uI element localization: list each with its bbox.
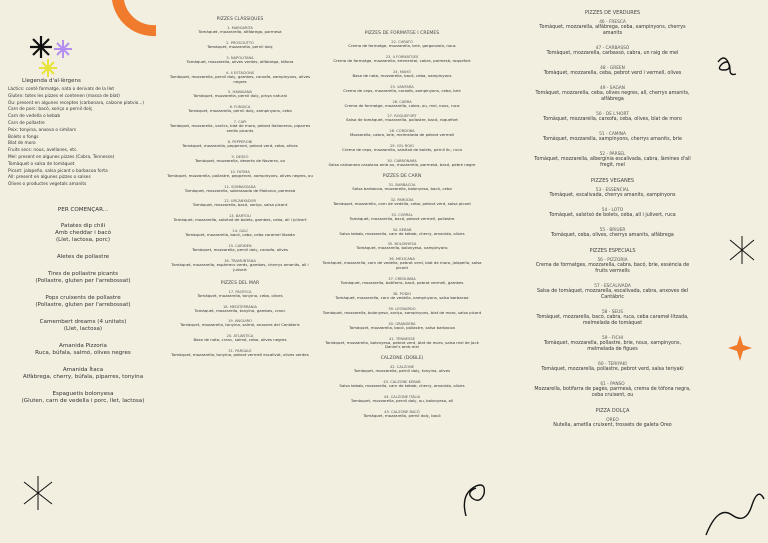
- pizza-description: Tomàquet, mozzarella, olives verdes, alfàbrega, tòfona: [186, 58, 294, 64]
- pizza-name: 14. GALÍ: [232, 229, 248, 234]
- pizza-item: [165, 349, 315, 358]
- pizza-item: [165, 214, 315, 223]
- pizza-item: [530, 86, 695, 103]
- pizza-item: [530, 382, 695, 399]
- starters-title: PER COMENÇAR...: [57, 206, 109, 213]
- wave-decoration: [706, 494, 764, 535]
- pizza-description: Salsa carbonara casolana amb ou, mozzarella, parmesà, bacó, pebre negre: [328, 162, 476, 167]
- legend-item: Olives o productes vegetals amanits: [8, 182, 87, 188]
- pizza-item: [530, 336, 695, 353]
- pizza-description: Tomàquet, mozzarella, botifarra, bacó, pebrot vermell, gambes: [340, 280, 464, 285]
- squiggle-decoration: [718, 58, 736, 75]
- starter-item: Amanida Pizzoria Ruca, búfala, salmó, olives negres: [35, 342, 131, 356]
- pizza-description: Tomàquet, mozzarella, pernil dolç, pinya natural: [193, 93, 287, 99]
- pizza-name: 32. PARODIA: [390, 197, 414, 202]
- pizza-name: 12. URCANYADOR: [224, 199, 256, 204]
- thin-star-decoration-bottom: [24, 476, 52, 510]
- pizza-description: Tomàquet, mozzarella, pollastre, brie, nous, xampinyons, melmelada de figues: [543, 340, 682, 352]
- pizza-item: [322, 365, 482, 374]
- pizza-description: Tomàquet, mozzarella, ceba, olives negres, all, cherrys amanits, alfàbrega: [535, 90, 690, 102]
- pizza-item: [165, 229, 315, 238]
- pizza-item: [530, 310, 695, 327]
- pizza-description: Tomàquet, mozzarella, pernil dolç, carxofa, olives: [191, 247, 289, 252]
- cheese-meat-column: [322, 0, 482, 425]
- starter-item: Amanida Ítaca Alfàbrega, cherry, búfala, piparres, tonyina: [22, 366, 144, 380]
- pizza-description: Salsa de tomàquet, mozzarella, escalivada, cabra, anxoves del Cantàbric: [536, 288, 689, 300]
- pizza-name: 10. FATIMA: [230, 169, 250, 174]
- pizza-name: 11. SOBRASSADA: [224, 184, 256, 189]
- pizza-list-calzone: [322, 365, 482, 419]
- pizza-item: [165, 41, 315, 50]
- pizza-name: 46 - FRESCA: [599, 20, 626, 25]
- orange-sparkle-icon: [728, 335, 752, 361]
- pizza-item: [322, 55, 482, 64]
- pizza-description: Tomàquet, mozzarella, albergínia escalivada, cabra, làmines d'all fregit, mel: [534, 156, 691, 168]
- pizza-item: [530, 188, 695, 199]
- pizza-item: [322, 337, 482, 351]
- legend-item: Peix: tonyina, anxova o similars: [8, 127, 77, 133]
- pizza-name: 1. MARGARITA: [227, 26, 253, 30]
- pizza-name: 48 - GREEN: [600, 65, 625, 71]
- section-title-vegan: PIZZES VEGANES: [590, 177, 635, 184]
- pizza-description: Tomàquet, mozzarella, bacó, cabra, ruca, ceba caramel·litzada, melmelada de tomàquet: [536, 314, 689, 326]
- pizza-name: 19. ANGUIRO: [228, 319, 252, 324]
- pizza-item: [530, 258, 695, 275]
- pizza-description: Tomàquet, mozzarella, pernil dolç, tonyina, olives: [353, 368, 451, 374]
- pizza-description: Tomàquet, mozzarella, alfàbrega, ceba, xampinyons, cherrys amanits: [539, 25, 686, 36]
- pizza-item: [322, 85, 482, 94]
- pizza-name: 60 - TERIYAKI: [598, 361, 627, 367]
- pizza-item: [530, 46, 695, 57]
- starter-item: Pops cruixents de pollastre (Pollastre, gluten per l'arrebossat): [35, 294, 131, 308]
- pizza-description: Tomàquet, mozzarella, carbassó, cabra, un raig de mel: [546, 50, 679, 56]
- pizza-item: [530, 66, 695, 77]
- legend-item: All: present en algunes pizzes o salses: [8, 175, 91, 181]
- pizza-name: 55 - BRIUER: [599, 227, 626, 233]
- pizza-item: [530, 112, 695, 123]
- pizza-item: [165, 259, 315, 273]
- pizza-description: Tomàquet, salsitxó de bolets, ceba, all i julivert, ruca: [549, 212, 676, 218]
- pizza-description: Tomàquet, mozzarella, carn de vedella, ceba, pebrot verd, salsa picant: [333, 200, 471, 206]
- left-column: [8, 0, 158, 415]
- pizza-description: Tomàquet, mozzarella, ceba, pebrot verd i vermell, olives: [543, 70, 682, 76]
- pizza-description: Tomàquet, mozzarella, pernil dolç, ou, bolonyesa, all: [350, 398, 454, 403]
- legend-item: Ou: present en algunes receptes (carbonara, calzone platvio...): [8, 100, 144, 106]
- pizza-description: Tomàquet, mozzarella, bacó, xoriço, salsa picant: [192, 202, 288, 208]
- pizza-list-sweet: [530, 418, 695, 429]
- legend-item: Mel: present en algunes pizzes (Cabra, Tennesse): [8, 154, 115, 160]
- pizza-name: 21. PARGALE: [228, 349, 252, 354]
- pizza-name: 29. CEL ROIG: [390, 144, 414, 149]
- legend-item: Bolets o fongs: [8, 134, 39, 140]
- pizza-list-cheese: [322, 40, 482, 168]
- pizza-name: 54 - LOTO: [601, 207, 624, 213]
- pizza-item: [165, 305, 315, 314]
- starter-item: Camembert dreams (4 unitats) (Llet, lactosa): [39, 318, 127, 332]
- pizza-name: 3. NAPOLITANA: [226, 55, 254, 60]
- pizza-name: 53 - ESSENCIAL: [595, 187, 630, 193]
- pizza-description: Crema de formatge, mozzarella, cabra, ou, mel, nous, ruca: [344, 102, 460, 108]
- pizza-name: 26. CABRA: [392, 99, 412, 104]
- section-title-cheese: PIZZES DE FORMATGE I CREMES: [364, 31, 440, 36]
- pizza-list-vegan: [530, 188, 695, 239]
- pizza-name: 9. DESEO: [231, 154, 249, 159]
- pizza-item: [165, 140, 315, 149]
- pizza-description: Tomàquet, mozzarella, carn de vedella, pebrot verd, blat de moro, jalapeño, salsa picant: [322, 260, 482, 271]
- pizza-description: Salsa de tomàquet, mozzarella, pollastre, bacó, roquefort: [346, 117, 458, 123]
- pizza-name: 30. CARBONARA: [387, 159, 417, 163]
- pizza-item: [165, 120, 315, 134]
- pizza-description: Tomàquet, mozzarella, pollastre, pepperoni, xampinyons, olives negres, ou: [167, 172, 313, 178]
- starter-item: Aletes de pollastre: [56, 253, 110, 260]
- section-title-sweet: PIZZA DOLÇA: [595, 407, 630, 414]
- pizza-description: Tomàquet, mozzarella, tonyina, gambes, cranc: [194, 307, 286, 313]
- pizza-name: 34. KEBAB: [392, 227, 412, 232]
- pizza-name: 20. ATLÀNTICA: [226, 334, 254, 339]
- pizza-item: [530, 362, 695, 373]
- pizza-item: [322, 257, 482, 271]
- pizza-list-veg: [530, 20, 695, 169]
- pizza-item: [322, 183, 482, 192]
- pizza-description: Tomàquet, mozzarella, deserto de Navarra, ou: [194, 157, 286, 163]
- pizza-list-sea: [165, 290, 315, 358]
- pizza-name: 31. BARBACOA: [388, 182, 416, 187]
- pizza-name: 18. MEDITERRÀNIA: [222, 304, 258, 309]
- pizza-name: 44. CALZONE ITÀLIA: [383, 395, 421, 399]
- pizza-item: [530, 132, 695, 143]
- pizza-description: Tomàquet, mozzarella, pernil dolç, xampinyons, ceba: [188, 108, 292, 114]
- pizza-item: [530, 20, 695, 37]
- pizza-item: [165, 105, 315, 114]
- pizza-name: 13. BARTOLI: [228, 214, 252, 219]
- pizza-item: [322, 100, 482, 109]
- pizza-item: [165, 170, 315, 179]
- pizza-name: 38. PODIO: [392, 291, 412, 296]
- pizza-description: Tomàquet, mozzarella, pollastre, pebrot verd, salsa teriyaki: [541, 366, 684, 372]
- pizza-name: 50 - DE L'HORT: [596, 111, 629, 117]
- pizza-item: [322, 144, 482, 153]
- pizza-description: Tomàquet, mozzarella, salsitxó de bolets, gambes, ceba, all i julivert: [173, 217, 307, 223]
- pizza-description: Nutella, ametlla cruixent, trossets de galeta Oreo: [553, 422, 672, 428]
- pizza-description: Tomàquet, mozzarella, tonyina, ceba, olives: [197, 292, 283, 298]
- pizza-description: Tomàquet, mozzarella, carn de vedella, xampinyons, salsa barbacoa: [335, 294, 469, 300]
- pizza-item: [322, 159, 482, 168]
- pizza-item: [322, 198, 482, 207]
- pizza-name: 51 - CAMINA: [599, 131, 626, 137]
- pizza-item: [322, 380, 482, 389]
- pizza-item: [322, 410, 482, 419]
- pizza-name: 25. VANTARA: [390, 84, 414, 89]
- section-title-special: PIZZES ESPECIALS: [589, 247, 636, 254]
- pizza-description: Salsa barbacoa, mozzarella, bolonyesa, bacó, ceba: [352, 185, 452, 191]
- pizza-description: Tomàquet, mozzarella, bolonyesa, xampinyons: [356, 245, 448, 251]
- pizza-description: Tomàquet, escalivada, cherrys amanits, xampinyons: [549, 192, 676, 198]
- pizza-item: [165, 244, 315, 253]
- pizza-name: 33. CORRAL: [391, 212, 413, 217]
- pizza-item: [530, 284, 695, 301]
- pizza-name: 4. 4 ESTACIONS: [225, 70, 255, 75]
- pizza-item: [530, 152, 695, 169]
- pizza-item: [165, 56, 315, 65]
- pizza-description: Tomàquet, mozzarella, tonyina, pebrot vermell escalivat, olives verdes: [171, 352, 309, 358]
- pizza-description: Tomàquet, mozzarella, pernil dolç: [207, 43, 273, 49]
- pizza-name: 15. CARIDEN: [228, 244, 252, 248]
- pizza-description: Tomàquet, mozzarella, pepperoni, pebrot verd, ceba, olives: [182, 142, 298, 148]
- legend-item: Fruits secs: nous, avellanes, etc.: [8, 148, 78, 154]
- veg-special-column: [530, 0, 695, 438]
- starter-item: Espaguetis bolonyesa (Gluten, carn de vedella i porc, llet, lactosa): [21, 390, 145, 404]
- pizza-description: Tomàquet, mozzarella, bolonyesa, xoriço, xampinyons, blat de moro, salsa picant: [322, 309, 482, 315]
- pizza-item: [322, 70, 482, 79]
- pizza-list-special: [530, 258, 695, 399]
- legend-item: Carn de pollastre: [8, 120, 45, 126]
- pizza-description: Tomàquet, mozzarella, pernil dolç, bacó: [363, 412, 441, 418]
- pizza-description: Mozzarella, botifarra de pagès, parmesà, crema de tòfona negra, ceba cruixent, ou: [534, 386, 691, 398]
- pizza-description: Tomàquet, mozzarella, bacó, pebrot vermell, pollastre: [349, 215, 455, 221]
- pizza-name: 39. LEONARDO: [388, 306, 416, 311]
- pizza-item: [530, 228, 695, 239]
- pizza-name: 47 - CARBASSÓ: [595, 45, 630, 51]
- pizza-item: [530, 418, 695, 429]
- pizza-name: OREO: [606, 417, 619, 423]
- pizza-item: [165, 334, 315, 343]
- allergen-legend: [8, 87, 158, 189]
- pizza-description: Tomàquet, mozzarella, pernil dolç, gambes, carxofa, xampinyons, olives negres: [169, 73, 311, 84]
- pizza-name: 6. FUNGICA: [229, 105, 251, 110]
- pizza-name: 27. ROQUEFORT: [387, 114, 417, 119]
- pizza-name: 49 - SAGAN: [600, 85, 625, 91]
- pizza-name: 45. CALZONE BACÓ: [384, 409, 420, 414]
- pizza-item: [322, 242, 482, 251]
- pizza-name: 16. TRAMUNTANA: [224, 258, 256, 263]
- section-title-classic: PIZZES CLÀSSIQUES: [216, 17, 264, 22]
- pizza-description: Crema de formatge, mozzarella, emmental, cabra, parmesà, roquefort: [333, 57, 471, 63]
- pizza-name: 28. CORDOBA: [389, 129, 415, 134]
- pizza-name: 8. PEPPERONI: [227, 139, 253, 144]
- pizza-name: 7. CAPI: [233, 120, 247, 125]
- section-title-sea: PIZZES DEL MAR: [220, 280, 260, 286]
- section-title-meat: PIZZES DE CARN: [382, 173, 422, 179]
- pizza-description: Tomàquet, mozzarella, tonyina, salmó, anxoves del Cantàbric: [180, 322, 300, 328]
- pizza-description: Crema de ceps, mozzarella, carxofa, xampinyons, ceba, brie: [343, 87, 461, 93]
- pizza-item: [530, 208, 695, 219]
- pizza-name: 2. PROSCIUTTO: [226, 40, 254, 45]
- pizza-description: Crema de formatges, mozzarella, cabra, bacó, brie, essència de fruits vermells: [535, 262, 690, 274]
- pizza-description: Mozzarella, cabra, brie, melmelada de pebrot vermell: [349, 132, 455, 138]
- legend-item: Carn de porc: bacó, xoriço o pernil dolç: [8, 107, 93, 113]
- section-title-veg: PIZZES DE VERDURES: [584, 10, 641, 16]
- pizza-description: Tomàquet, mozzarella, carxofa, ceba, olives, blat de moro: [543, 116, 682, 122]
- pizza-name: 23. 4 FORMATGES: [385, 54, 419, 59]
- pizza-item: [322, 395, 482, 404]
- pizza-description: Tomàquet, ceba, olives, cherrys amanits, alfàbrega: [551, 232, 674, 238]
- pizza-name: 43. CALZONE KEBAB: [383, 380, 421, 385]
- pizza-name: 5. HAWAIANA: [227, 90, 252, 95]
- pizza-name: 59 - FICHI: [602, 335, 623, 341]
- pizza-list-classic: [165, 26, 315, 273]
- pizza-item: [322, 40, 482, 49]
- pizza-name: 37. CREDUNDA: [388, 277, 416, 281]
- pizza-name: 61 - PANSO: [600, 381, 625, 387]
- legend-item: Gluten: totes les pizzes el contenen (massa de blat): [8, 93, 120, 99]
- legend-item: Làctics: conté formatge, nata o derivats de la llet: [8, 87, 115, 92]
- swirl-decoration: [464, 485, 484, 516]
- pizza-item: [165, 290, 315, 299]
- pizza-name: 36. MEXICANA: [389, 257, 415, 262]
- pizza-description: Base de nata, cranc, salmó, ceba, olives negres: [193, 337, 287, 343]
- pizza-name: 56 - PIZZORIA: [597, 257, 628, 263]
- pizza-item: [322, 228, 482, 237]
- pizza-name: 42. CALZONE: [389, 365, 415, 370]
- allergen-legend-title: Llegenda d'al·lèrgens: [22, 78, 81, 84]
- pizza-description: Crema de ceps, mozzarella, salsitxó de bolets, pernil ib., ruca: [342, 147, 462, 153]
- pizza-description: Tomàquet, mozzarella, bolonyesa, pebrot verd, blat de moro, salsa mel de Jack Daniel's amb mel: [325, 339, 479, 350]
- starter-item: Tires de pollastre picants (Pollastre, gluten per l'arrebossat): [35, 270, 131, 284]
- pizza-description: Tomàquet, mozzarella, alfàbrega, parmesà: [198, 29, 282, 34]
- pizza-name: 22. CURATO: [391, 40, 413, 44]
- legend-item: Picant: jalapeño, salsa picant o barbacoa forta: [8, 168, 108, 174]
- legend-item: Tomàquet o salsa de tomàquet: [8, 161, 75, 167]
- pizza-item: [165, 199, 315, 208]
- pizza-name: 17. PACÍFICA: [228, 289, 252, 294]
- starter-item: Patates dip chili Amb cheddar i bacó (Llet, lactosa, porc): [54, 222, 112, 243]
- pizza-description: Tomàquet, mozzarella, sobrassada de Mallorca, parmesà: [184, 187, 296, 193]
- pizza-item: [322, 129, 482, 138]
- pizza-item: [165, 26, 315, 35]
- pizza-description: Salsa kebab, mozzarella, carn de kebab, cherry, amanida, olives: [339, 230, 465, 236]
- pizza-item: [322, 292, 482, 301]
- pizza-item: [165, 71, 315, 85]
- pizza-description: Tomàquet, mozzarella, espàrrecs verds, gambes, cherrys amanits, all i julivert: [171, 261, 309, 272]
- pizza-name: 58 - SEUS: [601, 309, 624, 315]
- classic-pizzas-column: [165, 0, 315, 364]
- pizza-name: 41. TENNESSE: [389, 336, 415, 341]
- pizza-name: 40. GRANGERA: [388, 321, 416, 326]
- pizza-description: Salsa kebab, mozzarella, carn de kebab, cherry, amanida, olives: [339, 383, 465, 389]
- pizza-item: [165, 90, 315, 99]
- thin-star-decoration: [730, 236, 754, 264]
- pizza-list-meat: [322, 183, 482, 350]
- pizza-item: [322, 322, 482, 331]
- pizza-description: Tomàquet, mozzarella, variics, blat de moro, pebrot italianeros, piparres sentis picants: [169, 123, 311, 133]
- pizza-description: Tomàquet, mozzarella, xampinyons, cherrys amanits, brie: [543, 136, 682, 142]
- pizza-description: Crema de formatge, mozzarella, brie, gorgonzola, nous: [348, 43, 456, 48]
- legend-item: Blat de moro: [8, 141, 36, 147]
- pizza-description: Tomàquet, mozzarella, bacó, pollastre, salsa barbacoa: [349, 324, 455, 330]
- pizza-name: 35. BOLONYESA: [387, 242, 417, 247]
- pizza-description: Base de nata, mozzarella, bacó, ceba, xampinyons: [352, 72, 452, 78]
- pizza-item: [322, 307, 482, 316]
- section-title-calzone: CALZONE (DOBLE): [380, 356, 424, 362]
- pizza-item: [322, 114, 482, 123]
- pizza-name: 52 - PÀRSEL: [599, 151, 626, 157]
- pizza-item: [322, 213, 482, 222]
- pizza-name: 24. MAHÓ: [393, 69, 411, 74]
- pizza-name: 57 - ESCALIVADA: [594, 283, 631, 289]
- pizza-item: [165, 319, 315, 328]
- pizza-description: Tomàquet, mozzarella, bacó, caba, ceba caramel·litzada: [185, 232, 295, 238]
- pizza-item: [165, 185, 315, 194]
- pizza-item: [322, 277, 482, 286]
- legend-item: Carn de vedella o kebab: [8, 114, 61, 120]
- pizza-item: [165, 155, 315, 164]
